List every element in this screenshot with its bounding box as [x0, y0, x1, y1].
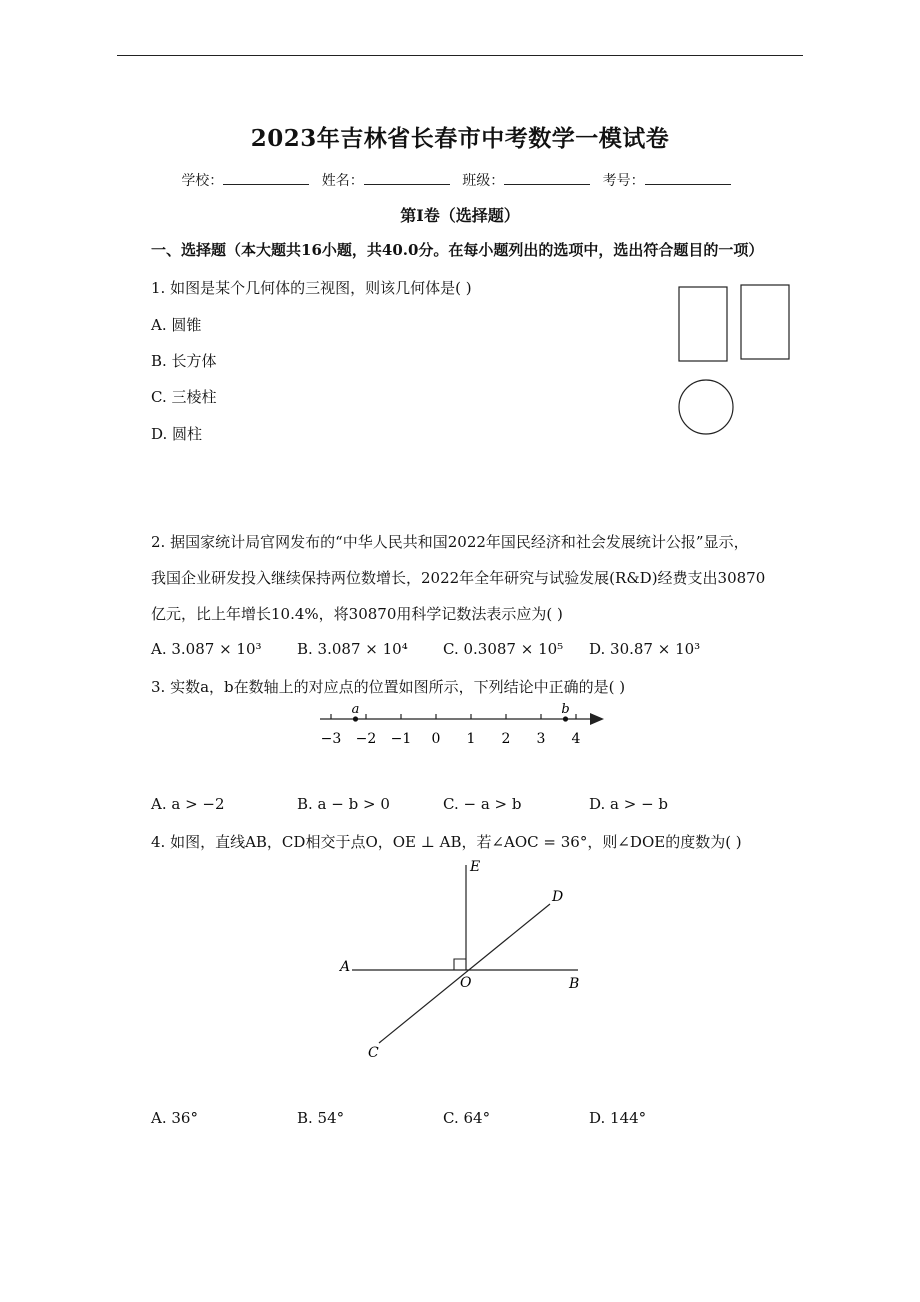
- q3-option-b[interactable]: B. a − b > 0: [297, 795, 390, 813]
- q4-option-d[interactable]: D. 144°: [589, 1109, 647, 1127]
- number-line-tick-label: 3: [536, 731, 546, 747]
- number-line-tick-label: 1: [466, 731, 476, 747]
- label-b: B: [569, 976, 580, 992]
- q1-three-views-figure: [670, 280, 800, 440]
- q1-option-d[interactable]: D. 圆柱: [151, 425, 203, 443]
- label-e: E: [470, 859, 481, 875]
- q3-number-line-figure: [312, 700, 612, 752]
- number-line-tick-label: −2: [355, 731, 377, 747]
- q3-stem: 3. 实数a，b在数轴上的对应点的位置如图所示，下列结论中正确的是( ): [151, 678, 626, 696]
- q3-option-d[interactable]: D. a > − b: [589, 795, 669, 813]
- number-line-tick-label: 0: [431, 731, 441, 747]
- label-c: C: [368, 1045, 379, 1061]
- point-a-marker: [353, 716, 358, 721]
- q4-option-a[interactable]: A. 36°: [151, 1109, 198, 1127]
- q3-option-a[interactable]: A. a > −2: [151, 795, 225, 813]
- number-line-arrow: [590, 713, 604, 725]
- label-d: D: [552, 889, 564, 905]
- q4-stem: 4. 如图，直线AB，CD相交于点O，OE ⊥ AB，若∠AOC = 36°，则∠DOE的度数为( ): [151, 833, 742, 851]
- q2-option-c[interactable]: C. 0.3087 × 10⁵: [443, 640, 564, 658]
- right-angle-mark: [454, 959, 466, 970]
- label-a: A: [340, 959, 351, 975]
- q2-option-d[interactable]: D. 30.87 × 10³: [589, 640, 701, 658]
- q1-option-a[interactable]: A. 圆锥: [151, 316, 202, 334]
- q1-option-c[interactable]: C. 三棱柱: [151, 388, 217, 406]
- q4-option-c[interactable]: C. 64°: [443, 1109, 491, 1127]
- line-cd: [379, 904, 550, 1043]
- top-view-circle: [679, 380, 733, 434]
- name-label: 姓名：: [321, 173, 364, 189]
- point-b-label: b: [561, 702, 570, 717]
- front-view-rectangle: [679, 287, 727, 361]
- q2-stem-line1: 2. 据国家统计局官网发布的“中华人民共和国2022年国民经济和社会发展统计公报”显示，: [151, 533, 749, 551]
- q2-stem-line3: 亿元，比上年增长10.4%，将30870用科学记数法表示应为( ): [151, 605, 563, 623]
- q3-option-c[interactable]: C. − a > b: [443, 795, 522, 813]
- q1-stem: 1. 如图是某个几何体的三视图，则该几何体是( ): [151, 279, 472, 297]
- side-view-rectangle: [741, 285, 789, 359]
- exam-title: 2023年吉林省长春市中考数学一模试卷: [250, 125, 670, 152]
- q4-intersecting-lines-figure: [330, 855, 600, 1070]
- number-line-tick-label: −3: [320, 731, 342, 747]
- q2-option-a[interactable]: A. 3.087 × 10³: [151, 640, 262, 658]
- class-blank[interactable]: [504, 170, 590, 185]
- school-blank[interactable]: [223, 170, 309, 185]
- school-label: 学校：: [181, 173, 224, 189]
- exam-number-blank[interactable]: [645, 170, 731, 185]
- exam-number-label: 考号：: [602, 173, 645, 189]
- student-info-line: [0, 170, 920, 190]
- number-line-tick-label: 2: [501, 731, 511, 747]
- point-a-label: a: [351, 702, 360, 717]
- volume-heading: 第I卷（选择题）: [400, 206, 520, 225]
- section-heading: 一、选择题（本大题共16小题，共40.0分。在每小题列出的选项中，选出符合题目的一项）: [151, 241, 764, 259]
- number-line-tick-label: 4: [571, 731, 581, 747]
- top-rule: [117, 55, 803, 56]
- class-label: 班级：: [462, 173, 505, 189]
- point-b-marker: [563, 716, 568, 721]
- q4-option-b[interactable]: B. 54°: [297, 1109, 345, 1127]
- q1-option-b[interactable]: B. 长方体: [151, 352, 217, 370]
- name-blank[interactable]: [364, 170, 450, 185]
- q2-option-b[interactable]: B. 3.087 × 10⁴: [297, 640, 408, 658]
- number-line-tick-label: −1: [390, 731, 412, 747]
- q2-stem-line2: 我国企业研发投入继续保持两位数增长，2022年全年研究与试验发展(R&D)经费支出30870: [151, 569, 766, 587]
- label-o: O: [460, 975, 472, 991]
